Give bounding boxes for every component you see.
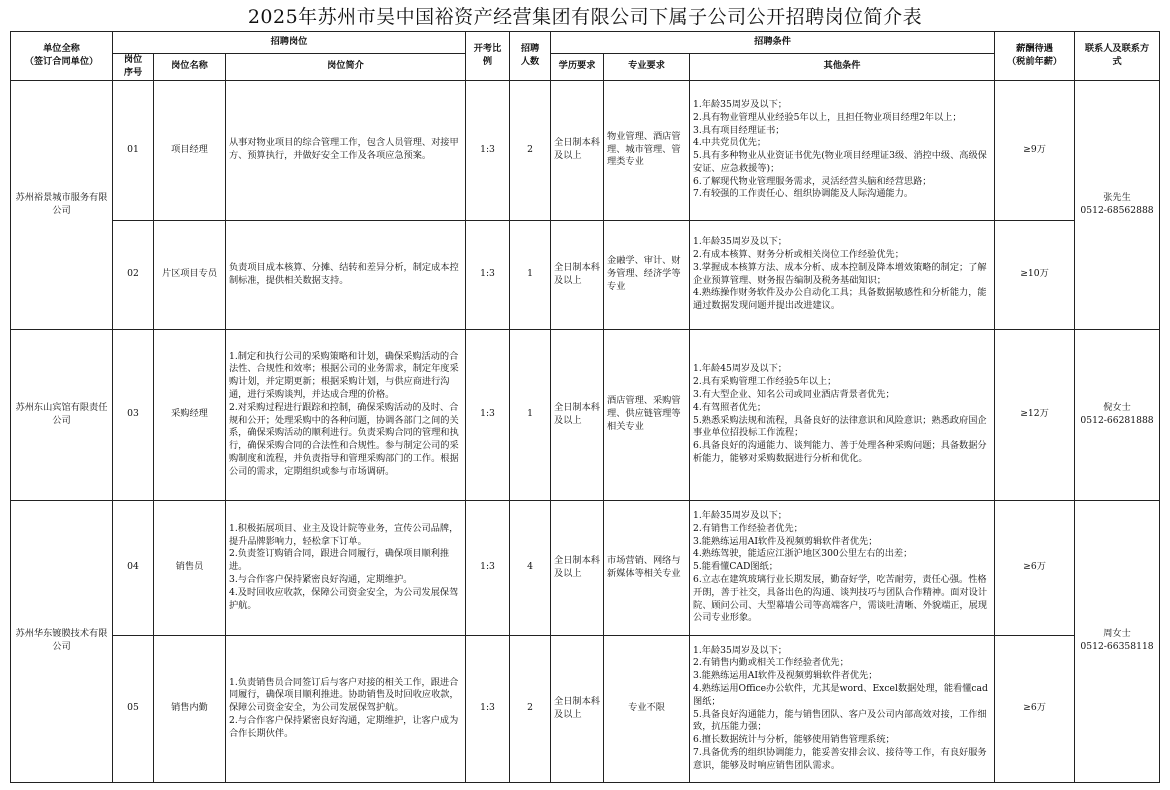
table-row [11,500,1160,635]
recruitment-table [10,31,1160,783]
row-other: 1.年龄45周岁及以下； 2.具有采购管理工作经验5年以上； 3.有大型企业、知名公司或同业酒店背景者优先； 4.有驾照者优先； 5.熟悉采购法规和流程，具备良好的法律意识和风险意识；熟悉政府国企事业单位招投标工作流程； 6.具备良好的沟通能力、谈判能力、善于处理各种采购问题；具备数据分析能力，能够对采购数据进行分析和优化。 [690,329,995,500]
header-seq: 岗位 序号 [113,54,154,81]
row-seq: 05 [113,635,154,782]
row-other: 1.年龄35周岁及以下； 2.具有物业管理从业经验5年以上，且担任物业项目经理2年以上； 3.具有项目经理证书； 4.中共党员优先； 5.具有多种物业从业资证书优先(物业项目经理证3级、消控中级、高级保安证、应急救援等)； 6.了解现代物业管理服务需求，灵活经营头脑和经营思路； 7.有较强的工作责任心、组织协调能及人际沟通能力。 [690,80,995,220]
page-title: 2025年苏州市吴中国裕资产经营集团有限公司下属子公司公开招聘岗位简介表 [247,6,923,28]
row-other: 1.年龄35周岁及以下； 2.有成本核算、财务分析或相关岗位工作经验优先； 3.掌握成本核算方法、成本分析、成本控制及降本增效策略的制定；了解企业预算管理、财务报告编制及税务基础知识； 4.熟练操作财务软件及办公自动化工具；具备数据敏感性和分析能力，能通过数据发现问题并提出改进建议。 [690,220,995,329]
row-major: 金融学、审计、财务管理、经济学等专业 [604,220,690,329]
row-major: 市场营销、网络与新媒体等相关专业 [604,500,690,635]
row-pos-name: 项目经理 [154,80,226,220]
row-count: 1 [510,220,551,329]
row-major: 专业不限 [604,635,690,782]
unit-contact: 周女士 0512-66358118 [1075,500,1160,782]
header-row-1 [11,32,1160,54]
header-other: 其他条件 [690,54,995,81]
row-major: 酒店管理、采购管理、供应链管理等相关专业 [604,329,690,500]
row-seq: 02 [113,220,154,329]
row-salary: ≥10万 [995,220,1075,329]
header-recruit-group: 招聘岗位 [113,32,466,54]
row-pos-desc: 从事对物业项目的综合管理工作，包含人员管理、对接甲方、预算执行，并做好安全工作及各项应急预案。 [226,80,466,220]
row-pos-desc: 负责项目成本核算、分摊、结转和差异分析，制定成本控制标准，提供相关数据支持。 [226,220,466,329]
unit-name: 苏州华东镀膜技术有限公司 [11,500,113,782]
row-salary: ≥12万 [995,329,1075,500]
row-count: 1 [510,329,551,500]
table-row [11,635,1160,782]
row-seq: 03 [113,329,154,500]
header-ratio: 开考比 例 [466,32,510,81]
unit-contact: 倪女士 0512-66281888 [1075,329,1160,500]
row-other: 1.年龄35周岁及以下； 2.有销售工作经验者优先； 3.能熟练运用AI软件及视频剪辑软件者优先； 4.熟练驾驶，能适应江浙沪地区300公里左右的出差； 5.能看懂CAD图纸； 6.立志在建筑玻璃行业长期发展，勤奋好学，吃苦耐劳，责任心强。性格开朗，善于社交，具备出色的沟通、谈判技巧与团队合作精神。面对设计院、顾问公司、大型幕墙公司等高端客户，需谈吐清晰、外貌端正，展现公司专业形象。 [690,500,995,635]
row-count: 2 [510,80,551,220]
row-ratio: 1:3 [466,329,510,500]
unit-contact: 张先生 0512-68562888 [1075,80,1160,329]
header-pos-name: 岗位名称 [154,54,226,81]
table-row [11,80,1160,220]
row-seq: 01 [113,80,154,220]
header-major: 专业要求 [604,54,690,81]
row-ratio: 1:3 [466,635,510,782]
row-pos-desc: 1.制定和执行公司的采购策略和计划，确保采购活动的合法性、合规性和效率；根据公司的业务需求，制定年度采购计划，并定期更新；根据采购计划，与供应商进行沟通，进行采购谈判，并达成合理的价格。 2.对采购过程进行跟踪和控制，确保采购活动的及时、合规和公开；处理采购中的各种问题，协调各部门之间的关系，确保采购活动的顺利进行。负责采购合同的管理和执行，确保采购合同的合法性和合规性。参与制定公司的采购制度和流程，并负责指导和管理采购部门的工作。根据公司的需求，定期组织或参与市场调研。 [226,329,466,500]
row-seq: 04 [113,500,154,635]
header-edu: 学历要求 [551,54,604,81]
row-ratio: 1:3 [466,500,510,635]
row-edu: 全日制本科及以上 [551,80,604,220]
row-count: 4 [510,500,551,635]
row-other: 1.年龄35周岁及以下； 2.有销售内勤或相关工作经验者优先； 3.能熟练运用AI软件及视频剪辑软件者优先； 4.熟练运用Office办公软件，尤其是word、Excel数据处理，能看懂cad图纸； 5.具备良好沟通能力，能与销售团队、客户及公司内部高效对接，工作细致，抗压能力强； 6.擅长数据统计与分析，能够使用销售管理系统； 7.具备优秀的组织协调能力，能妥善安排会议、接待等工作，有良好服务意识，能够及时响应销售团队需求。 [690,635,995,782]
row-pos-name: 销售内勤 [154,635,226,782]
row-salary: ≥9万 [995,80,1075,220]
row-edu: 全日制本科及以上 [551,329,604,500]
row-salary: ≥6万 [995,635,1075,782]
unit-name: 苏州东山宾馆有限责任公司 [11,329,113,500]
row-edu: 全日制本科及以上 [551,635,604,782]
header-pos-desc: 岗位简介 [226,54,466,81]
row-major: 物业管理、酒店管理、城市管理、管理类专业 [604,80,690,220]
row-pos-name: 采购经理 [154,329,226,500]
row-pos-desc: 1.负责销售员合同签订后与客户对接的相关工作，跟进合同履行，确保项目顺利推进。协助销售及时回收应收款，保障公司资金安全，为公司发展保驾护航。 2.与合作客户保持紧密良好沟通，定期维护，让客户成为合作长期伙伴。 [226,635,466,782]
table-row [11,220,1160,329]
row-pos-desc: 1.积极拓展项目、业主及设计院等业务，宣传公司品牌，提升品牌影响力，轻松拿下订单。 2.负责签订购销合同，跟进合同履行，确保项目顺利推进。 3.与合作客户保持紧密良好沟通，定期维护。 4.及时回收应收款，保障公司资金安全，为公司发展保驾护航。 [226,500,466,635]
row-salary: ≥6万 [995,500,1075,635]
row-pos-name: 销售员 [154,500,226,635]
row-ratio: 1:3 [466,80,510,220]
row-count: 2 [510,635,551,782]
header-contact: 联系人及联系方 式 [1075,32,1160,81]
header-count: 招聘 人数 [510,32,551,81]
header-salary: 薪酬待遇 （税前年薪） [995,32,1075,81]
header-row-2 [11,54,1160,81]
table-row [11,329,1160,500]
header-unit: 单位全称 （签订合同单位） [11,32,113,81]
header-cond-group: 招聘条件 [551,32,995,54]
row-pos-name: 片区项目专员 [154,220,226,329]
row-edu: 全日制本科及以上 [551,500,604,635]
unit-name: 苏州裕景城市服务有限公司 [11,80,113,329]
row-ratio: 1:3 [466,220,510,329]
row-edu: 全日制本科及以上 [551,220,604,329]
